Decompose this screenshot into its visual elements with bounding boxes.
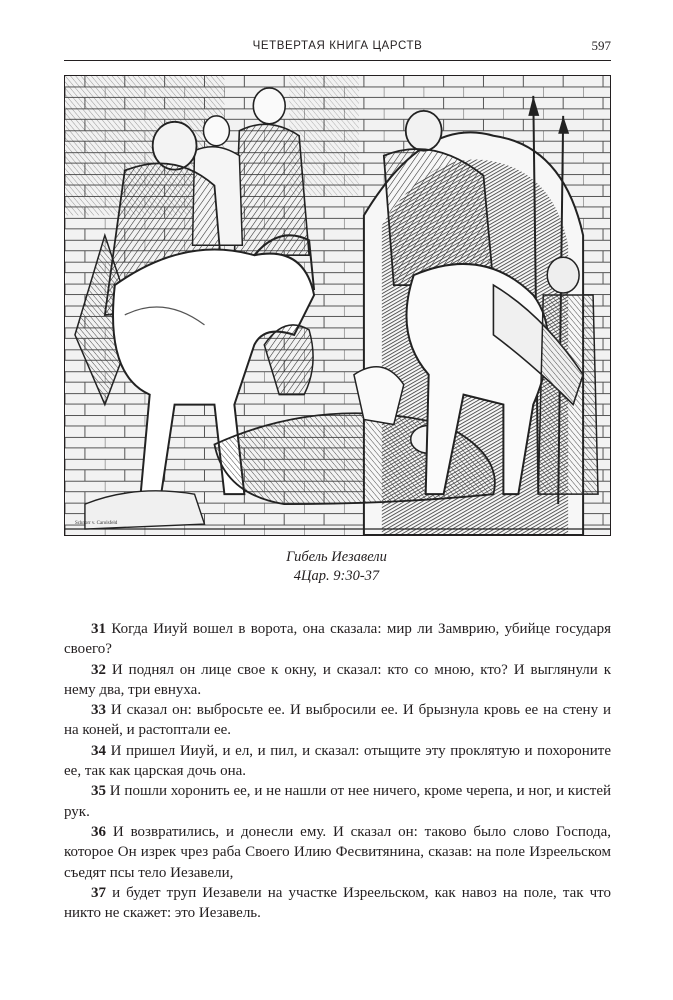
verse-text: И пришел Ииуй, и ел, и пил, и сказал: отыщите эту проклятую и похороните ее, так как царская дочь она. <box>64 742 612 780</box>
verse <box>64 883 611 924</box>
verse-text: и будет труп Иезавели на участке Изреельском, как навоз на поле, так что никто не скажет: это Иезавель. <box>64 884 612 922</box>
verse-text: И сказал он: выбросьте ее. И выбросили ее. И брызнула кровь ее на стену и на коней, и растоптали ее. <box>64 702 612 739</box>
verse <box>64 660 611 701</box>
verse-list <box>64 619 611 923</box>
verse-number: 35 <box>91 783 106 800</box>
verse-number: 37 <box>91 884 106 901</box>
verse <box>64 822 611 883</box>
engraver-mark: Schnorr v. Carolsfeld <box>74 521 118 527</box>
verse-text: И возвратились, и донесли ему. И сказал он: таково было слово Господа, которое Он изрек чрез раба Своего Илию Фесвитянина, сказав: на поле Изреельском съедят псы тело Иезавели, <box>64 823 611 881</box>
verse-text: И пошли хоронить ее, и не нашли от нее ничего, кроме черепа, и ног, и кистей рук. <box>64 783 612 820</box>
header-rule <box>64 60 611 61</box>
running-header <box>64 40 611 60</box>
running-title: ЧЕТВЕРТАЯ КНИГА ЦАРСТВ <box>252 40 423 52</box>
verse-number: 36 <box>91 823 106 840</box>
verse-text: Когда Ииуй вошел в ворота, она сказала: мир ли Замврию, убийце государя своего? <box>64 621 611 658</box>
verse <box>64 619 611 660</box>
verse-number: 31 <box>91 621 106 637</box>
verse <box>64 741 611 782</box>
caption-reference: 4Цар. 9:30-37 <box>293 568 380 584</box>
engraving-illustration <box>64 75 611 536</box>
engraving-drawing <box>65 76 610 535</box>
verse <box>64 781 611 822</box>
verse <box>64 700 611 741</box>
verse-text: И поднял он лице свое к окну, и сказал: кто со мною, кто? И выглянули к нему два, три евнуха. <box>64 661 612 698</box>
verse-number: 33 <box>91 702 106 719</box>
caption-title: Гибель Иезавели <box>286 549 387 565</box>
page-number: 597 <box>591 38 611 53</box>
verse-number: 32 <box>91 661 106 678</box>
verse-number: 34 <box>91 742 106 759</box>
